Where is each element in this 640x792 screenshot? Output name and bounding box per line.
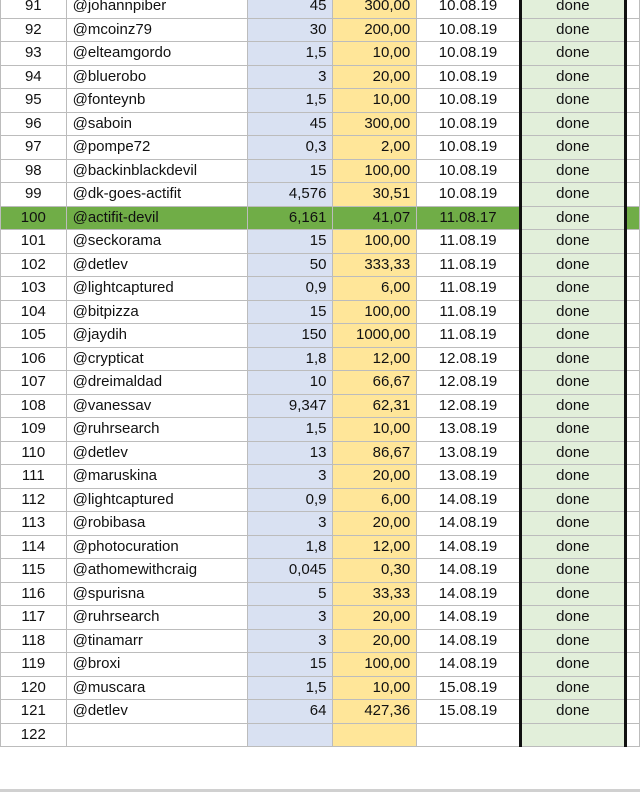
row-number-cell[interactable]: 104 bbox=[1, 300, 67, 324]
date-cell[interactable]: 13.08.19 bbox=[417, 441, 521, 465]
table-row bbox=[1, 183, 640, 207]
row-number-cell[interactable]: 117 bbox=[1, 606, 67, 630]
row-number-cell[interactable]: 116 bbox=[1, 582, 67, 606]
status-cell[interactable]: done bbox=[520, 371, 625, 395]
amount-cell[interactable]: 1,5 bbox=[247, 676, 333, 700]
empty-cell[interactable] bbox=[625, 465, 639, 489]
amount-cell[interactable]: 3 bbox=[247, 606, 333, 630]
value-cell[interactable]: 200,00 bbox=[333, 18, 417, 42]
username-cell[interactable]: @pompe72 bbox=[66, 136, 247, 160]
row-number-cell[interactable]: 106 bbox=[1, 347, 67, 371]
username-cell[interactable]: @spurisna bbox=[66, 582, 247, 606]
status-cell[interactable]: done bbox=[520, 653, 625, 677]
date-cell[interactable]: 11.08.19 bbox=[417, 277, 521, 301]
username-cell[interactable]: @robibasa bbox=[66, 512, 247, 536]
row-number-cell[interactable]: 118 bbox=[1, 629, 67, 653]
row-number-cell[interactable]: 94 bbox=[1, 65, 67, 89]
amount-cell[interactable]: 15 bbox=[247, 159, 333, 183]
empty-cell[interactable] bbox=[625, 559, 639, 583]
amount-cell[interactable]: 45 bbox=[247, 112, 333, 136]
table-row bbox=[1, 700, 640, 724]
value-cell[interactable]: 100,00 bbox=[333, 653, 417, 677]
username-cell[interactable]: @crypticat bbox=[66, 347, 247, 371]
value-cell[interactable]: 2,00 bbox=[333, 136, 417, 160]
value-cell[interactable]: 86,67 bbox=[333, 441, 417, 465]
empty-cell[interactable] bbox=[625, 418, 639, 442]
row-number-cell[interactable]: 112 bbox=[1, 488, 67, 512]
table-row bbox=[1, 653, 640, 677]
status-cell[interactable]: done bbox=[520, 0, 625, 18]
date-cell[interactable]: 14.08.19 bbox=[417, 653, 521, 677]
status-cell[interactable]: done bbox=[520, 42, 625, 66]
row-number-cell[interactable]: 91 bbox=[1, 0, 67, 18]
value-cell[interactable]: 20,00 bbox=[333, 465, 417, 489]
username-cell[interactable]: @backinblackdevil bbox=[66, 159, 247, 183]
status-cell[interactable]: done bbox=[520, 676, 625, 700]
status-cell[interactable]: done bbox=[520, 347, 625, 371]
status-cell[interactable]: done bbox=[520, 253, 625, 277]
status-cell[interactable]: done bbox=[520, 206, 625, 230]
amount-cell[interactable]: 9,347 bbox=[247, 394, 333, 418]
table-row bbox=[1, 629, 640, 653]
row-number-cell[interactable]: 107 bbox=[1, 371, 67, 395]
row-number-cell[interactable]: 99 bbox=[1, 183, 67, 207]
date-cell[interactable]: 10.08.19 bbox=[417, 65, 521, 89]
row-number-cell[interactable]: 93 bbox=[1, 42, 67, 66]
table-row bbox=[1, 89, 640, 113]
status-cell[interactable]: done bbox=[520, 18, 625, 42]
row-number-cell[interactable]: 98 bbox=[1, 159, 67, 183]
table-row bbox=[1, 324, 640, 348]
empty-cell[interactable] bbox=[625, 441, 639, 465]
status-cell[interactable]: done bbox=[520, 418, 625, 442]
amount-cell[interactable]: 0,9 bbox=[247, 488, 333, 512]
amount-cell[interactable]: 1,5 bbox=[247, 42, 333, 66]
table-row bbox=[1, 136, 640, 160]
amount-cell[interactable]: 0,045 bbox=[247, 559, 333, 583]
row-number-cell[interactable]: 92 bbox=[1, 18, 67, 42]
date-cell[interactable]: 13.08.19 bbox=[417, 465, 521, 489]
table-row bbox=[1, 159, 640, 183]
username-cell[interactable]: @bluerobo bbox=[66, 65, 247, 89]
status-cell[interactable]: done bbox=[520, 277, 625, 301]
empty-cell[interactable] bbox=[247, 723, 333, 747]
value-cell[interactable]: 33,33 bbox=[333, 582, 417, 606]
empty-cell[interactable] bbox=[625, 700, 639, 724]
amount-cell[interactable]: 1,5 bbox=[247, 418, 333, 442]
row-number-cell[interactable]: 115 bbox=[1, 559, 67, 583]
empty-cell[interactable] bbox=[625, 676, 639, 700]
amount-cell[interactable]: 1,5 bbox=[247, 89, 333, 113]
value-cell[interactable]: 100,00 bbox=[333, 300, 417, 324]
username-cell[interactable]: @photocuration bbox=[66, 535, 247, 559]
row-number-cell[interactable]: 111 bbox=[1, 465, 67, 489]
amount-cell[interactable]: 4,576 bbox=[247, 183, 333, 207]
value-cell[interactable]: 20,00 bbox=[333, 629, 417, 653]
date-cell[interactable]: 10.08.19 bbox=[417, 136, 521, 160]
date-cell[interactable]: 12.08.19 bbox=[417, 347, 521, 371]
row-number-cell[interactable]: 101 bbox=[1, 230, 67, 254]
username-cell[interactable]: @fonteynb bbox=[66, 89, 247, 113]
username-cell[interactable]: @bitpizza bbox=[66, 300, 247, 324]
date-cell[interactable]: 10.08.19 bbox=[417, 183, 521, 207]
amount-cell[interactable]: 3 bbox=[247, 65, 333, 89]
username-cell[interactable]: @detlev bbox=[66, 253, 247, 277]
empty-cell[interactable] bbox=[625, 394, 639, 418]
value-cell[interactable]: 10,00 bbox=[333, 418, 417, 442]
date-cell[interactable]: 14.08.19 bbox=[417, 559, 521, 583]
empty-cell[interactable] bbox=[625, 653, 639, 677]
status-cell[interactable]: done bbox=[520, 559, 625, 583]
username-cell[interactable]: @dreimaldad bbox=[66, 371, 247, 395]
value-cell[interactable]: 20,00 bbox=[333, 606, 417, 630]
table-row bbox=[1, 512, 640, 536]
amount-cell[interactable]: 0,3 bbox=[247, 136, 333, 160]
empty-cell[interactable] bbox=[625, 89, 639, 113]
status-cell[interactable]: done bbox=[520, 606, 625, 630]
empty-cell[interactable] bbox=[625, 324, 639, 348]
status-cell[interactable]: done bbox=[520, 300, 625, 324]
amount-cell[interactable]: 150 bbox=[247, 324, 333, 348]
date-cell[interactable]: 11.08.19 bbox=[417, 253, 521, 277]
username-cell[interactable]: @actifit-devil bbox=[66, 206, 247, 230]
table-row bbox=[1, 230, 640, 254]
row-number-cell[interactable]: 102 bbox=[1, 253, 67, 277]
date-cell[interactable]: 11.08.19 bbox=[417, 300, 521, 324]
empty-cell[interactable] bbox=[625, 277, 639, 301]
table-row bbox=[1, 371, 640, 395]
empty-cell[interactable] bbox=[625, 159, 639, 183]
value-cell[interactable]: 62,31 bbox=[333, 394, 417, 418]
amount-cell[interactable]: 6,161 bbox=[247, 206, 333, 230]
date-cell[interactable]: 14.08.19 bbox=[417, 606, 521, 630]
date-cell[interactable]: 15.08.19 bbox=[417, 676, 521, 700]
row-number-cell[interactable]: 105 bbox=[1, 324, 67, 348]
status-cell[interactable]: done bbox=[520, 512, 625, 536]
empty-cell[interactable] bbox=[625, 206, 639, 230]
amount-cell[interactable]: 15 bbox=[247, 230, 333, 254]
value-cell[interactable]: 30,51 bbox=[333, 183, 417, 207]
table-row bbox=[1, 0, 640, 18]
amount-cell[interactable]: 10 bbox=[247, 371, 333, 395]
empty-cell[interactable] bbox=[625, 230, 639, 254]
username-cell[interactable]: @dk-goes-actifit bbox=[66, 183, 247, 207]
table-row bbox=[1, 535, 640, 559]
date-cell[interactable]: 11.08.17 bbox=[417, 206, 521, 230]
value-cell[interactable]: 20,00 bbox=[333, 65, 417, 89]
value-cell[interactable]: 6,00 bbox=[333, 488, 417, 512]
empty-cell[interactable] bbox=[520, 723, 625, 747]
row-number-cell[interactable]: 100 bbox=[1, 206, 67, 230]
date-cell[interactable]: 10.08.19 bbox=[417, 89, 521, 113]
username-cell[interactable]: @broxi bbox=[66, 653, 247, 677]
empty-cell[interactable] bbox=[625, 65, 639, 89]
empty-cell[interactable] bbox=[66, 723, 247, 747]
status-cell[interactable]: done bbox=[520, 112, 625, 136]
amount-cell[interactable]: 1,8 bbox=[247, 347, 333, 371]
row-number-cell[interactable]: 110 bbox=[1, 441, 67, 465]
table-row-highlighted bbox=[1, 206, 640, 230]
username-cell[interactable]: @seckorama bbox=[66, 230, 247, 254]
date-cell[interactable]: 10.08.19 bbox=[417, 159, 521, 183]
date-cell[interactable]: 12.08.19 bbox=[417, 394, 521, 418]
value-cell[interactable]: 100,00 bbox=[333, 230, 417, 254]
table-row bbox=[1, 606, 640, 630]
value-cell[interactable]: 66,67 bbox=[333, 371, 417, 395]
value-cell[interactable]: 6,00 bbox=[333, 277, 417, 301]
amount-cell[interactable]: 30 bbox=[247, 18, 333, 42]
empty-cell[interactable] bbox=[625, 488, 639, 512]
row-number-cell[interactable]: 121 bbox=[1, 700, 67, 724]
username-cell[interactable]: @vanessav bbox=[66, 394, 247, 418]
date-cell[interactable]: 10.08.19 bbox=[417, 18, 521, 42]
value-cell[interactable]: 300,00 bbox=[333, 112, 417, 136]
empty-cell[interactable] bbox=[625, 371, 639, 395]
value-cell[interactable]: 1000,00 bbox=[333, 324, 417, 348]
username-cell[interactable]: @mcoinz79 bbox=[66, 18, 247, 42]
date-cell[interactable]: 14.08.19 bbox=[417, 488, 521, 512]
empty-cell[interactable] bbox=[625, 512, 639, 536]
date-cell[interactable]: 13.08.19 bbox=[417, 418, 521, 442]
date-cell[interactable]: 14.08.19 bbox=[417, 582, 521, 606]
table-row bbox=[1, 253, 640, 277]
table-row bbox=[1, 65, 640, 89]
status-cell[interactable]: done bbox=[520, 582, 625, 606]
value-cell[interactable]: 12,00 bbox=[333, 347, 417, 371]
empty-cell[interactable] bbox=[625, 606, 639, 630]
username-cell[interactable]: @athomewithcraig bbox=[66, 559, 247, 583]
value-cell[interactable]: 10,00 bbox=[333, 676, 417, 700]
table-row bbox=[1, 418, 640, 442]
row-number-cell[interactable]: 97 bbox=[1, 136, 67, 160]
username-cell[interactable]: @lightcaptured bbox=[66, 488, 247, 512]
status-cell[interactable]: done bbox=[520, 465, 625, 489]
status-cell[interactable]: done bbox=[520, 488, 625, 512]
empty-cell[interactable] bbox=[333, 723, 417, 747]
status-cell[interactable]: done bbox=[520, 535, 625, 559]
amount-cell[interactable]: 15 bbox=[247, 653, 333, 677]
empty-cell[interactable] bbox=[625, 183, 639, 207]
status-cell[interactable]: done bbox=[520, 89, 625, 113]
username-cell[interactable]: @jaydih bbox=[66, 324, 247, 348]
status-cell[interactable]: done bbox=[520, 394, 625, 418]
value-cell[interactable]: 333,33 bbox=[333, 253, 417, 277]
value-cell[interactable]: 0,30 bbox=[333, 559, 417, 583]
empty-cell[interactable] bbox=[625, 18, 639, 42]
row-number-cell[interactable]: 113 bbox=[1, 512, 67, 536]
date-cell[interactable]: 10.08.19 bbox=[417, 112, 521, 136]
date-cell[interactable]: 14.08.19 bbox=[417, 535, 521, 559]
empty-cell[interactable] bbox=[625, 300, 639, 324]
value-cell[interactable]: 12,00 bbox=[333, 535, 417, 559]
row-number-cell[interactable]: 103 bbox=[1, 277, 67, 301]
row-number-cell[interactable]: 119 bbox=[1, 653, 67, 677]
amount-cell[interactable]: 0,9 bbox=[247, 277, 333, 301]
empty-cell[interactable] bbox=[625, 253, 639, 277]
table-row bbox=[1, 559, 640, 583]
value-cell[interactable]: 10,00 bbox=[333, 89, 417, 113]
value-cell[interactable]: 300,00 bbox=[333, 0, 417, 18]
date-cell[interactable]: 14.08.19 bbox=[417, 512, 521, 536]
date-cell[interactable]: 11.08.19 bbox=[417, 230, 521, 254]
date-cell[interactable]: 15.08.19 bbox=[417, 700, 521, 724]
username-cell[interactable]: @lightcaptured bbox=[66, 277, 247, 301]
status-cell[interactable]: done bbox=[520, 700, 625, 724]
value-cell[interactable]: 20,00 bbox=[333, 512, 417, 536]
table-row bbox=[1, 112, 640, 136]
username-cell[interactable]: @johannpiber bbox=[66, 0, 247, 18]
row-number-cell[interactable]: 95 bbox=[1, 89, 67, 113]
empty-cell[interactable] bbox=[625, 629, 639, 653]
username-cell[interactable]: @maruskina bbox=[66, 465, 247, 489]
username-cell[interactable]: @muscara bbox=[66, 676, 247, 700]
empty-cell[interactable] bbox=[625, 112, 639, 136]
table-row bbox=[1, 676, 640, 700]
amount-cell[interactable]: 13 bbox=[247, 441, 333, 465]
table-row bbox=[1, 441, 640, 465]
table-row bbox=[1, 394, 640, 418]
username-cell[interactable]: @ruhrsearch bbox=[66, 418, 247, 442]
status-cell[interactable]: done bbox=[520, 441, 625, 465]
empty-cell[interactable] bbox=[417, 723, 521, 747]
table-row bbox=[1, 42, 640, 66]
amount-cell[interactable]: 1,8 bbox=[247, 535, 333, 559]
table-row bbox=[1, 277, 640, 301]
amount-cell[interactable]: 45 bbox=[247, 0, 333, 18]
status-cell[interactable]: done bbox=[520, 183, 625, 207]
date-cell[interactable]: 10.08.19 bbox=[417, 42, 521, 66]
empty-cell[interactable] bbox=[625, 136, 639, 160]
value-cell[interactable]: 41,07 bbox=[333, 206, 417, 230]
amount-cell[interactable]: 5 bbox=[247, 582, 333, 606]
date-cell[interactable]: 11.08.19 bbox=[417, 324, 521, 348]
table-row bbox=[1, 582, 640, 606]
value-cell[interactable]: 100,00 bbox=[333, 159, 417, 183]
table-row bbox=[1, 18, 640, 42]
empty-cell[interactable] bbox=[625, 582, 639, 606]
username-cell[interactable]: @tinamarr bbox=[66, 629, 247, 653]
table-row bbox=[1, 488, 640, 512]
amount-cell[interactable]: 15 bbox=[247, 300, 333, 324]
date-cell[interactable]: 14.08.19 bbox=[417, 629, 521, 653]
row-number-cell[interactable]: 114 bbox=[1, 535, 67, 559]
value-cell[interactable]: 10,00 bbox=[333, 42, 417, 66]
table-row bbox=[1, 723, 640, 747]
date-cell[interactable]: 12.08.19 bbox=[417, 371, 521, 395]
table-row bbox=[1, 465, 640, 489]
username-cell[interactable]: @ruhrsearch bbox=[66, 606, 247, 630]
amount-cell[interactable]: 3 bbox=[247, 465, 333, 489]
username-cell[interactable]: @detlev bbox=[66, 700, 247, 724]
value-cell[interactable]: 427,36 bbox=[333, 700, 417, 724]
status-cell[interactable]: done bbox=[520, 629, 625, 653]
empty-cell[interactable] bbox=[625, 0, 639, 18]
empty-cell[interactable] bbox=[625, 42, 639, 66]
amount-cell[interactable]: 50 bbox=[247, 253, 333, 277]
username-cell[interactable]: @elteamgordo bbox=[66, 42, 247, 66]
status-cell[interactable]: done bbox=[520, 159, 625, 183]
row-number-cell[interactable]: 122 bbox=[1, 723, 67, 747]
status-cell[interactable]: done bbox=[520, 324, 625, 348]
row-number-cell[interactable]: 96 bbox=[1, 112, 67, 136]
amount-cell[interactable]: 3 bbox=[247, 629, 333, 653]
empty-cell[interactable] bbox=[625, 535, 639, 559]
table-row bbox=[1, 347, 640, 371]
empty-cell[interactable] bbox=[625, 723, 639, 747]
amount-cell[interactable]: 3 bbox=[247, 512, 333, 536]
row-number-cell[interactable]: 120 bbox=[1, 676, 67, 700]
username-cell[interactable]: @saboin bbox=[66, 112, 247, 136]
status-cell[interactable]: done bbox=[520, 65, 625, 89]
amount-cell[interactable]: 64 bbox=[247, 700, 333, 724]
row-number-cell[interactable]: 108 bbox=[1, 394, 67, 418]
empty-cell[interactable] bbox=[625, 347, 639, 371]
date-cell[interactable]: 10.08.19 bbox=[417, 0, 521, 18]
row-number-cell[interactable]: 109 bbox=[1, 418, 67, 442]
username-cell[interactable]: @detlev bbox=[66, 441, 247, 465]
table-row bbox=[1, 300, 640, 324]
status-cell[interactable]: done bbox=[520, 230, 625, 254]
status-cell[interactable]: done bbox=[520, 136, 625, 160]
